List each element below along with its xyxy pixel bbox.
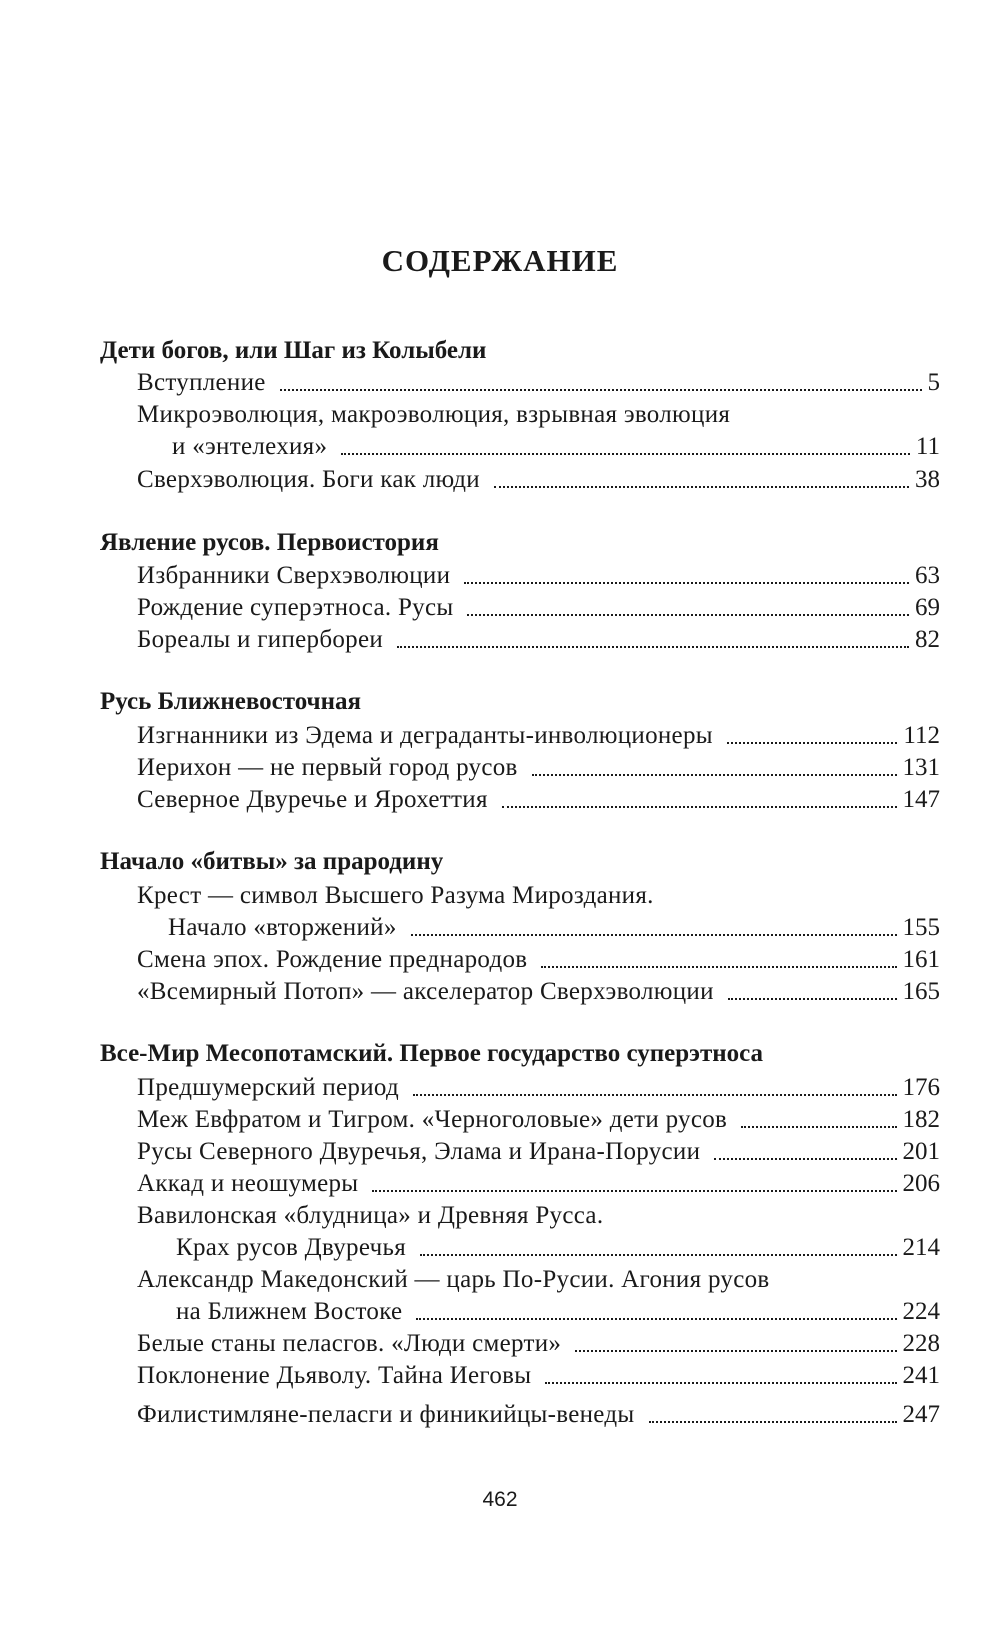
section-title: Русь Ближневосточная <box>100 688 362 715</box>
section-title: Явление русов. Первоистория <box>100 529 439 556</box>
entry-title: Крах русов Двуречья <box>176 1234 406 1261</box>
dot-leader <box>467 613 909 616</box>
toc-entry[interactable] <box>137 784 940 816</box>
toc-entry[interactable] <box>168 912 940 944</box>
entry-page: 5 <box>927 369 940 396</box>
entry-title: Сверхэволюция. Боги как люди <box>137 466 480 493</box>
toc-entry[interactable] <box>137 1328 940 1360</box>
dot-leader <box>280 388 922 391</box>
entry-title: Русы Северного Двуречья, Элама и Ирана-Порусии <box>137 1138 701 1165</box>
dot-leader <box>416 1317 896 1320</box>
entry-title: Поклонение Дьяволу. Тайна Иеговы <box>137 1362 532 1389</box>
toc-entry[interactable] <box>137 1104 940 1136</box>
toc-entry[interactable] <box>137 1072 940 1104</box>
dot-leader <box>411 933 897 936</box>
page-number: 462 <box>482 1488 518 1511</box>
entry-title: и «энтелехия» <box>172 433 328 460</box>
entry-title: Филистимляне-пеласги и финикийцы-венеды <box>137 1401 635 1428</box>
dot-leader <box>502 805 897 808</box>
toc-entry[interactable] <box>137 464 940 496</box>
entry-title-line: Вавилонская «блудница» и Древняя Русса. <box>137 1202 604 1229</box>
toc-entry[interactable] <box>137 944 940 976</box>
entry-page: 147 <box>902 786 940 813</box>
dot-leader <box>728 997 897 1000</box>
entry-page: 69 <box>915 594 940 621</box>
dot-leader <box>372 1189 896 1192</box>
entry-page: 63 <box>915 562 940 589</box>
entry-page: 112 <box>903 722 940 749</box>
entry-page: 206 <box>902 1170 940 1197</box>
dot-leader <box>649 1420 897 1423</box>
entry-title: Начало «вторжений» <box>168 914 397 941</box>
page-heading: СОДЕРЖАНИЕ <box>381 243 619 278</box>
entry-title: Северное Двуречье и Ярохеттия <box>137 786 488 813</box>
entry-title-line: Микроэволюция, макроэволюция, взрывная эволюция <box>137 401 731 428</box>
toc-entry[interactable] <box>176 1232 940 1264</box>
toc-entry[interactable] <box>137 1168 940 1200</box>
entry-title: Вступление <box>137 369 266 396</box>
dot-leader <box>575 1349 896 1352</box>
dot-leader <box>532 773 897 776</box>
entry-page: 38 <box>915 466 940 493</box>
toc-entry[interactable] <box>137 1399 940 1431</box>
entry-page: 11 <box>915 433 940 460</box>
entry-page: 214 <box>902 1234 940 1261</box>
toc-entry[interactable] <box>137 624 940 656</box>
toc-entry[interactable] <box>137 976 940 1008</box>
toc-entry[interactable] <box>137 720 940 752</box>
entry-page: 241 <box>902 1362 940 1389</box>
toc-entry[interactable] <box>137 367 940 399</box>
entry-title-line: Александр Македонский — царь По-Русии. Агония русов <box>137 1266 770 1293</box>
dot-leader <box>714 1157 896 1160</box>
dot-leader <box>541 965 896 968</box>
entry-page: 201 <box>902 1138 940 1165</box>
section-title: Все-Мир Месопотамский. Первое государство суперэтноса <box>100 1040 764 1067</box>
entry-title: Избранники Сверхэволюции <box>137 562 451 589</box>
toc-entry[interactable] <box>176 1296 940 1328</box>
entry-title: Смена эпох. Рождение преднародов <box>137 946 528 973</box>
dot-leader <box>545 1381 896 1384</box>
toc-entry[interactable] <box>172 431 940 463</box>
toc-entry[interactable] <box>137 752 940 784</box>
entry-page: 131 <box>902 754 940 781</box>
entry-title: Аккад и неошумеры <box>137 1170 359 1197</box>
entry-page: 82 <box>915 626 940 653</box>
toc-entry[interactable] <box>137 592 940 624</box>
entry-title: Бореалы и гипербореи <box>137 626 384 653</box>
entry-page: 161 <box>902 946 940 973</box>
entry-page: 155 <box>902 914 940 941</box>
entry-page: 165 <box>902 978 940 1005</box>
entry-title: Рождение суперэтноса. Русы <box>137 594 454 621</box>
entry-title: «Всемирный Потоп» — акселератор Сверхэволюции <box>137 978 714 1005</box>
dot-leader <box>741 1125 896 1128</box>
entry-title: Иерихон — не первый город русов <box>137 754 518 781</box>
dot-leader <box>397 645 909 648</box>
entry-title: Изгнанники из Эдема и деграданты-инволюционеры <box>137 722 713 749</box>
toc-entry[interactable] <box>137 1136 940 1168</box>
entry-title: Меж Евфратом и Тигром. «Черноголовые» дети русов <box>137 1106 728 1133</box>
dot-leader <box>413 1093 897 1096</box>
entry-title: на Ближнем Востоке <box>176 1298 403 1325</box>
dot-leader <box>464 581 909 584</box>
entry-page: 182 <box>902 1106 940 1133</box>
dot-leader <box>727 741 898 744</box>
entry-title-line: Крест — символ Высшего Разума Мироздания. <box>137 882 654 909</box>
toc-entry[interactable] <box>137 1360 940 1392</box>
dot-leader <box>494 485 909 488</box>
entry-page: 176 <box>902 1074 940 1101</box>
dot-leader <box>420 1253 897 1256</box>
section-title: Дети богов, или Шаг из Колыбели <box>100 337 487 364</box>
entry-page: 224 <box>902 1298 940 1325</box>
toc-entry[interactable] <box>137 560 940 592</box>
entry-page: 228 <box>902 1330 940 1357</box>
dot-leader <box>341 452 910 455</box>
entry-title: Предшумерский период <box>137 1074 399 1101</box>
section-title: Начало «битвы» за прародину <box>100 848 444 875</box>
entry-page: 247 <box>902 1401 940 1428</box>
entry-title: Белые станы пеласгов. «Люди смерти» <box>137 1330 562 1357</box>
